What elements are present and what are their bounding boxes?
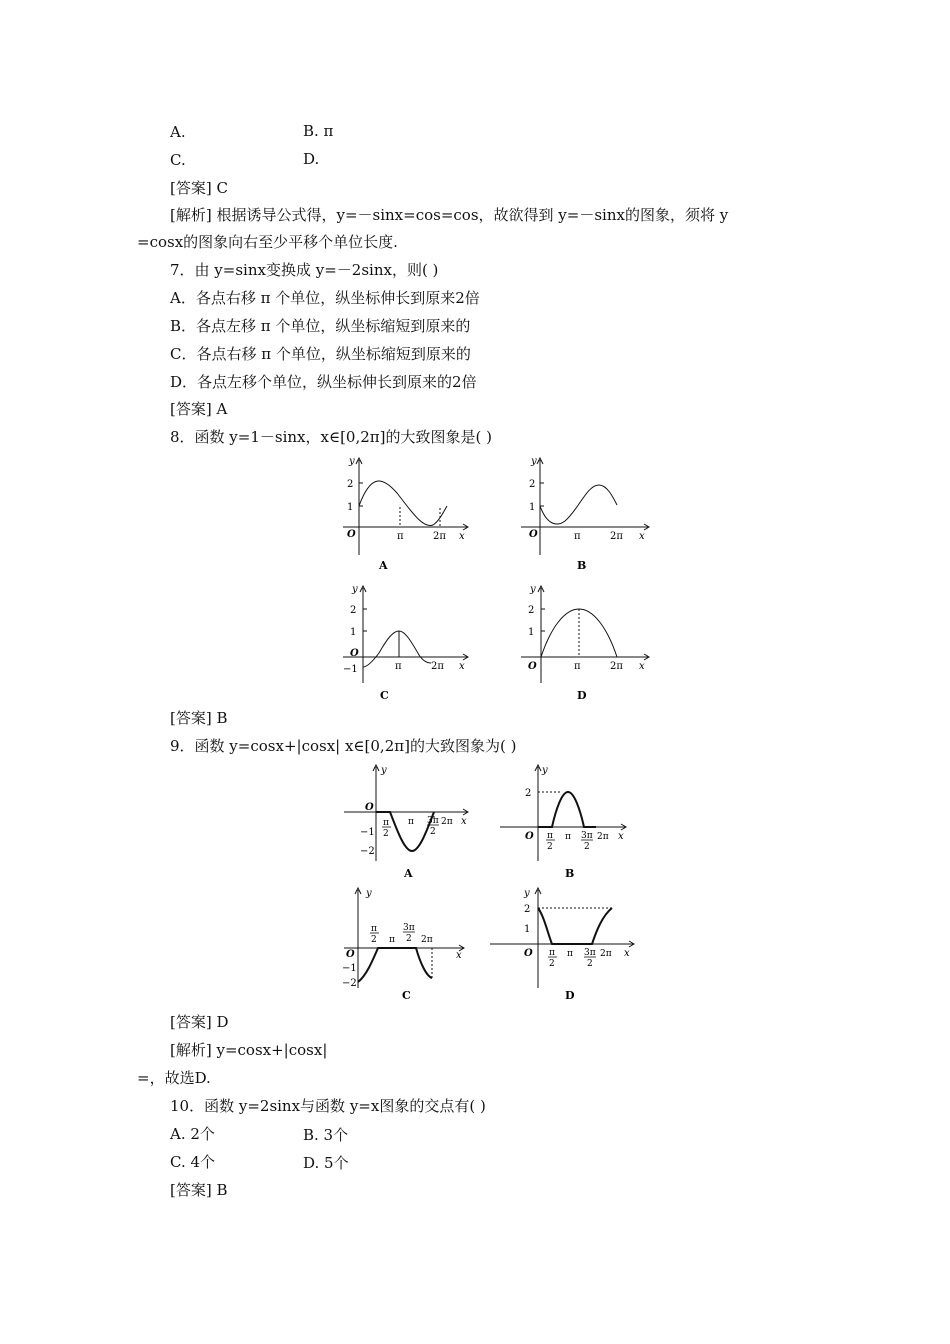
q9-a-x-label: x	[461, 816, 467, 827]
q8-d-tick-pi: π	[574, 661, 581, 672]
q6-answer: [答案] C	[170, 179, 228, 197]
q9-b-y-label: y	[542, 765, 548, 776]
q8-a-x-label: x	[459, 531, 465, 542]
q6-option-c: C.	[170, 151, 186, 169]
q9-d-origin: O	[524, 948, 533, 959]
q8-b-tick-pi: π	[574, 531, 581, 542]
q9-c-tick-pi-half-num: π	[371, 924, 377, 934]
q8-b-tick-2pi: 2π	[610, 531, 623, 542]
q8-a-caption: A	[379, 559, 388, 572]
q9-stem: 9．函数 y=cosx+|cosx| x∈[0,2π]的大致图象为( )	[170, 737, 517, 755]
q9-graph-c	[338, 886, 473, 1008]
q10-option-c: C. 4个	[170, 1153, 216, 1171]
q9-d-caption: D	[565, 989, 575, 1002]
q8-c-caption: C	[380, 689, 389, 702]
q10-option-b: B. 3个	[303, 1126, 349, 1144]
q9-d-tick-2pi: 2π	[600, 949, 612, 959]
q9-a-tick-3pi-half-num: 3π	[427, 816, 439, 826]
q8-stem: 8．函数 y=1－sinx，x∈[0,2π]的大致图象是( )	[170, 428, 492, 446]
q9-c-y-label: y	[366, 888, 372, 899]
q8-c-tick-2pi: 2π	[431, 661, 444, 672]
q9-d-tick-pi-half-den: 2	[549, 959, 555, 969]
q9-d-tick-pi-half-num: π	[549, 948, 555, 958]
q8-c-tick-2: 2	[350, 605, 357, 616]
q8-graph-c	[335, 583, 475, 705]
q9-c-x-label: x	[456, 950, 462, 961]
q9-a-tick-pi-half-den: 2	[383, 829, 389, 839]
q8-a-tick-pi: π	[397, 531, 404, 542]
q9-a-tick-pi: π	[408, 817, 414, 827]
q6-option-b: B. π	[303, 122, 334, 140]
q8-a-origin: O	[347, 529, 356, 540]
q8-d-y-label: y	[530, 584, 536, 595]
q8-c-x-label: x	[459, 661, 465, 672]
q9-b-tick-2: 2	[525, 788, 532, 799]
q8-graph-d	[513, 583, 653, 705]
q8-d-x-label: x	[639, 661, 645, 672]
q6-explanation-line1: [解析] 根据诱导公式得，y=－sinx=cos=cos，故欲得到 y=－sinx的图象，须将 y	[170, 206, 729, 224]
q9-a-tick-pi-half-num: π	[383, 818, 389, 828]
q8-d-tick-1: 1	[528, 627, 535, 638]
q9-graph-b	[498, 763, 633, 885]
q6-option-d: D.	[303, 150, 320, 168]
q9-d-tick-2: 2	[524, 904, 531, 915]
q9-c-origin: O	[346, 949, 355, 960]
q9-answer: [答案] D	[170, 1013, 229, 1031]
q8-a-tick-2pi: 2π	[433, 531, 446, 542]
q9-c-tick-pi: π	[389, 935, 395, 945]
q8-b-x-label: x	[639, 531, 645, 542]
q9-c-tick-pi-half-den: 2	[371, 935, 377, 945]
q8-c-tick-1: 1	[350, 627, 357, 638]
q9-graph-d	[488, 886, 638, 1008]
q9-c-tick-2pi: 2π	[421, 935, 433, 945]
q9-graph-a	[340, 763, 475, 885]
q9-d-tick-3pi-half-den: 2	[587, 959, 593, 969]
q7-stem: 7．由 y=sinx变换成 y=－2sinx，则( )	[170, 261, 439, 279]
q9-b-x-label: x	[618, 831, 624, 842]
q8-d-caption: D	[577, 689, 587, 702]
q10-option-a: A. 2个	[170, 1125, 215, 1143]
q9-c-tick-neg1: −1	[342, 963, 357, 974]
q9-d-tick-3pi-half-num: 3π	[584, 948, 596, 958]
q9-a-tick-2pi: 2π	[441, 817, 453, 827]
q9-b-caption: B	[565, 867, 575, 880]
q9-explanation-line1: [解析] y=cosx+|cosx|	[170, 1041, 328, 1059]
q8-d-tick-2: 2	[528, 605, 535, 616]
q8-c-tick-pi: π	[395, 661, 402, 672]
q9-b-tick-3pi-half-den: 2	[584, 842, 590, 852]
q9-b-tick-3pi-half-num: 3π	[581, 831, 593, 841]
q7-option-c: C．各点右移 π 个单位，纵坐标缩短到原来的	[170, 345, 471, 363]
q8-graph-b	[513, 455, 653, 575]
q9-c-tick-3pi-half-den: 2	[406, 934, 412, 944]
q9-d-y-label: y	[524, 888, 530, 899]
q10-answer: [答案] B	[170, 1181, 228, 1199]
q8-d-tick-2pi: 2π	[610, 661, 623, 672]
q8-b-y-label: y	[531, 456, 537, 467]
q8-a-y-label: y	[349, 456, 355, 467]
q9-b-tick-2pi: 2π	[597, 832, 609, 842]
q10-option-d: D. 5个	[303, 1154, 349, 1172]
q7-answer: [答案] A	[170, 400, 228, 418]
q7-option-b: B．各点左移 π 个单位，纵坐标缩短到原来的	[170, 317, 471, 335]
q9-b-tick-pi-half-den: 2	[547, 842, 553, 852]
q7-option-a: A．各点右移 π 个单位，纵坐标伸长到原来2倍	[170, 289, 480, 307]
q9-d-tick-pi: π	[567, 949, 573, 959]
q8-b-tick-1: 1	[529, 502, 536, 513]
q9-a-y-label: y	[381, 765, 387, 776]
q9-c-tick-neg2: −2	[342, 978, 357, 989]
q9-a-tick-neg1: −1	[360, 827, 375, 838]
q8-c-origin: O	[350, 648, 359, 659]
q9-b-origin: O	[525, 831, 534, 842]
q9-explanation-line2: =，故选D.	[137, 1069, 211, 1087]
q6-option-a: A.	[170, 123, 186, 141]
q8-c-tick-neg1: −1	[343, 664, 358, 675]
q6-explanation-line2: =cosx的图象向右至少平移个单位长度.	[137, 233, 398, 251]
q8-a-tick-1: 1	[347, 502, 354, 513]
q9-a-caption: A	[404, 867, 413, 880]
q9-c-caption: C	[402, 989, 411, 1002]
q8-answer: [答案] B	[170, 709, 228, 727]
q9-b-tick-pi: π	[565, 832, 571, 842]
q10-stem: 10．函数 y=2sinx与函数 y=x图象的交点有( )	[170, 1097, 486, 1115]
q8-b-caption: B	[577, 559, 587, 572]
q8-b-tick-2: 2	[529, 479, 536, 490]
q9-b-tick-pi-half-num: π	[547, 831, 553, 841]
q9-d-x-label: x	[624, 948, 630, 959]
q9-d-tick-1: 1	[524, 924, 531, 935]
q8-c-y-label: y	[352, 584, 358, 595]
q8-a-tick-2: 2	[347, 479, 354, 490]
q9-a-origin: O	[365, 802, 374, 813]
q8-b-origin: O	[529, 529, 538, 540]
q9-c-tick-3pi-half-num: 3π	[403, 923, 415, 933]
q8-graph-a	[335, 455, 475, 575]
q9-a-tick-3pi-half-den: 2	[430, 827, 436, 837]
q7-option-d: D．各点左移个单位，纵坐标伸长到原来的2倍	[170, 373, 477, 391]
q8-d-origin: O	[528, 661, 537, 672]
q9-a-tick-neg2: −2	[360, 846, 375, 857]
